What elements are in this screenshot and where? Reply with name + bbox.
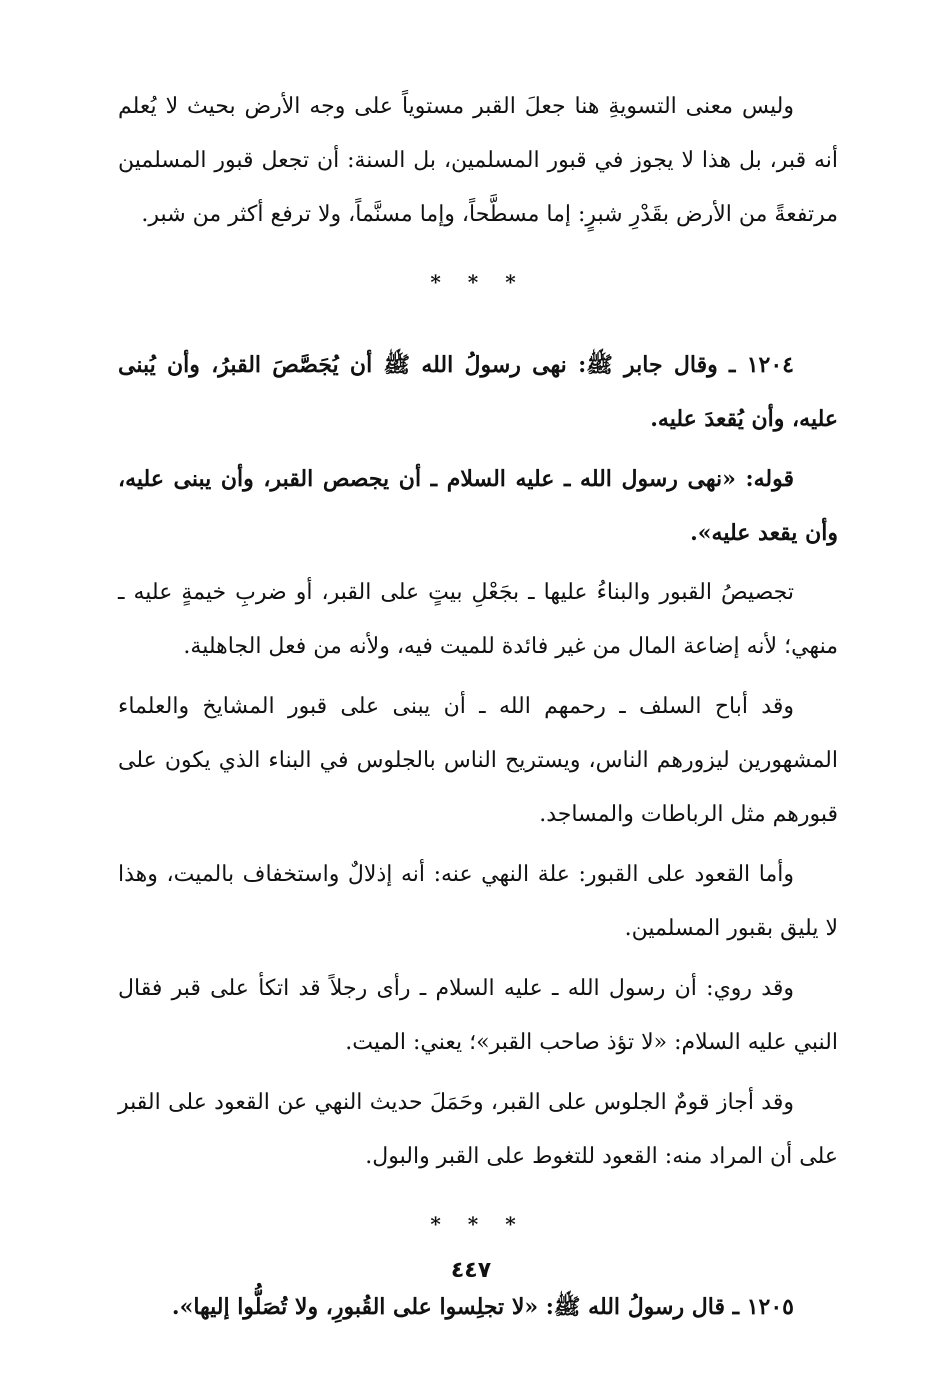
paragraph-sitting: وأما القعود على القبور: علة النهي عنه: أنه إذلالٌ واستخفاف بالميت، وهذا لا يليق بقبور المسلمين. [118, 862, 838, 941]
page-body [118, 80, 838, 1334]
page-number: ٤٤٧ [450, 1258, 492, 1283]
hadith-1205: ١٢٠٥ ـ قال رسولُ الله ﷺ: «لا تجلِسوا على القُبورِ، ولا تُصَلُّوا إليها». [171, 1294, 794, 1320]
paragraph-narration: وقد روي: أن رسول الله ـ عليه السلام ـ رأى رجلاً قد اتكأ على قبر فقال النبي عليه السلام: «لا تؤذ صاحب القبر»؛ يعني: الميت. [118, 976, 838, 1055]
paragraph-leveling-meaning: وليس معنى التسويةِ هنا جعلَ القبر مستوياً على وجه الأرض بحيث لا يُعلم أنه قبر، بل هذا لا يجوز في قبور المسلمين، بل السنة: أن تجعل قبور المسلمين مرتفعةً من الأرض بقَدْرِ شبرٍ: إما مسطَّحاً، وإما مسنَّماً، ولا ترفع أكثر من شبر. [118, 94, 838, 227]
paragraph-permission-sitting: وقد أجاز قومٌ الجلوس على القبر، وحَمَلَ حديث النهي عن القعود على القبر على أن المراد منه: القعود للتغوط على القبر والبول. [118, 1090, 838, 1169]
hadith-1204: ١٢٠٤ ـ وقال جابر ﷺ: نهى رسولُ الله ﷺ أن يُجَصَّصَ القبرُ، وأن يُبنى عليه، وأن يُقعدَ عليه. [118, 352, 838, 432]
paragraph-qawluhu: قوله: «نهى رسول الله ـ عليه السلام ـ أن يجصص القبر، وأن يبنى عليه، وأن يقعد عليه». [118, 466, 838, 546]
paragraph-salaf-permission: وقد أباح السلف ـ رحمهم الله ـ أن يبنى على قبور المشايخ والعلماء المشهورين ليزورهم الناس، ويستريح الناس بالجلوس في البناء الذي يكون على قبورهم مثل الرباطات والمساجد. [118, 694, 838, 827]
section-separator: * * * [430, 270, 526, 294]
paragraph-plastering: تجصيصُ القبور والبناءُ عليها ـ بجَعْلِ بيتٍ على القبر، أو ضربِ خيمةٍ عليه ـ منهي؛ لأنه إضاعة المال من غير فائدة للميت فيه، ولأنه من فعل الجاهلية. [118, 580, 838, 659]
section-separator: * * * [430, 1212, 526, 1236]
